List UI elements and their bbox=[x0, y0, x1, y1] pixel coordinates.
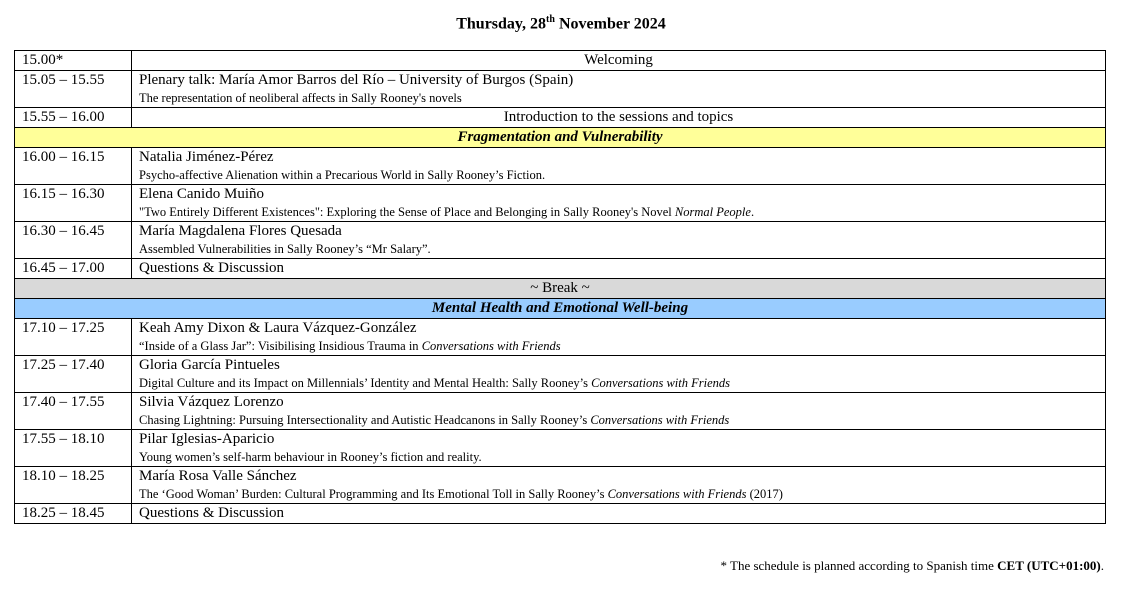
paper-title bbox=[139, 375, 1098, 392]
speaker-name: Silvia Vázquez Lorenzo bbox=[139, 394, 284, 410]
paper-title: Assembled Vulnerabilities in Sally Rooney’s “Mr Salary”. bbox=[139, 242, 431, 256]
table-row bbox=[15, 185, 1106, 222]
time-cell: 17.10 – 17.25 bbox=[15, 319, 132, 356]
paper-title bbox=[139, 486, 1098, 503]
time-cell: 17.25 – 17.40 bbox=[15, 356, 132, 393]
book-title: Conversations with Friends bbox=[591, 376, 731, 390]
event-cell: Questions & Discussion bbox=[132, 504, 1106, 524]
speaker-name: María Rosa Valle Sánchez bbox=[139, 468, 297, 484]
time-cell: 15.55 – 16.00 bbox=[15, 108, 132, 128]
table-row bbox=[15, 51, 1106, 71]
table-row bbox=[15, 71, 1106, 108]
paper-text: Chasing Lightning: Pursuing Intersectionality and Autistic Headcanons in Sally Rooney’s bbox=[139, 413, 591, 427]
schedule-table bbox=[14, 50, 1106, 524]
paper-title: Psycho-affective Alienation within a Precarious World in Sally Rooney’s Fiction. bbox=[139, 168, 546, 182]
break-row bbox=[15, 279, 1106, 299]
book-title: Normal People bbox=[674, 205, 751, 219]
event-cell bbox=[132, 356, 1106, 393]
time-cell: 18.25 – 18.45 bbox=[15, 504, 132, 524]
title-suffix: November 2024 bbox=[554, 15, 666, 33]
paper-tail: . bbox=[750, 205, 755, 219]
footnote-prefix: * The schedule is planned according to Spanish time bbox=[720, 558, 998, 573]
paper-title bbox=[139, 338, 1098, 355]
table-row bbox=[15, 356, 1106, 393]
paper-title bbox=[139, 412, 1098, 429]
book-title: Conversations with Friends bbox=[607, 487, 747, 501]
speaker-name: Plenary talk: María Amor Barros del Río – University of Burgos (Spain) bbox=[139, 72, 574, 88]
event-cell bbox=[132, 467, 1106, 504]
speaker-name: María Magdalena Flores Quesada bbox=[139, 223, 342, 239]
footnote-timezone: CET (UTC+01:00) bbox=[997, 558, 1101, 573]
session-header bbox=[15, 128, 1106, 148]
book-title: Conversations with Friends bbox=[590, 413, 730, 427]
speaker-name: Natalia Jiménez-Pérez bbox=[139, 149, 274, 165]
paper-text: Digital Culture and its Impact on Millennials’ Identity and Mental Health: Sally Rooney’s bbox=[139, 376, 592, 390]
time-cell: 16.45 – 17.00 bbox=[15, 259, 132, 279]
title-sup: th bbox=[546, 14, 555, 25]
table-row bbox=[15, 148, 1106, 185]
footnote bbox=[720, 558, 1104, 574]
time-cell: 17.55 – 18.10 bbox=[15, 430, 132, 467]
table-row bbox=[15, 467, 1106, 504]
paper-tail: (2017) bbox=[746, 487, 783, 501]
paper-title: Young women’s self-harm behaviour in Rooney’s fiction and reality. bbox=[139, 450, 482, 464]
event-cell bbox=[132, 185, 1106, 222]
event-cell: Welcoming bbox=[132, 51, 1106, 71]
paper-text: The ‘Good Woman’ Burden: Cultural Programming and Its Emotional Toll in Sally Rooney’s bbox=[139, 487, 608, 501]
time-cell: 17.40 – 17.55 bbox=[15, 393, 132, 430]
paper-title bbox=[139, 204, 1098, 221]
event-cell bbox=[132, 222, 1106, 259]
table-row bbox=[15, 222, 1106, 259]
event-cell: Questions & Discussion bbox=[132, 259, 1106, 279]
table-row bbox=[15, 393, 1106, 430]
event-cell bbox=[132, 430, 1106, 467]
event-cell bbox=[132, 71, 1106, 108]
title-prefix: Thursday, 28 bbox=[456, 15, 547, 33]
page-title bbox=[0, 14, 1122, 33]
session-header bbox=[15, 299, 1106, 319]
paper-text: “Inside of a Glass Jar”: Visibilising Insidious Trauma in bbox=[139, 339, 422, 353]
event-cell bbox=[132, 319, 1106, 356]
table-row bbox=[15, 504, 1106, 524]
event-cell bbox=[132, 148, 1106, 185]
table-row bbox=[15, 319, 1106, 356]
speaker-name: Keah Amy Dixon & Laura Vázquez-González bbox=[139, 320, 417, 336]
time-cell: 16.00 – 16.15 bbox=[15, 148, 132, 185]
event-cell: Introduction to the sessions and topics bbox=[132, 108, 1106, 128]
speaker-name: Gloria García Pintueles bbox=[139, 357, 280, 373]
table-row bbox=[15, 430, 1106, 467]
book-title: Conversations with Friends bbox=[421, 339, 561, 353]
time-cell: 16.30 – 16.45 bbox=[15, 222, 132, 259]
event-cell bbox=[132, 393, 1106, 430]
footnote-suffix: . bbox=[1100, 558, 1104, 573]
paper-text: "Two Entirely Different Existences": Exploring the Sense of Place and Belonging in Sally Rooney's Novel bbox=[139, 205, 675, 219]
table-row bbox=[15, 259, 1106, 279]
session-title: Fragmentation and Vulnerability bbox=[15, 128, 1106, 148]
speaker-name: Pilar Iglesias-Aparicio bbox=[139, 431, 275, 447]
time-cell: 18.10 – 18.25 bbox=[15, 467, 132, 504]
break-label: ~ Break ~ bbox=[15, 279, 1106, 299]
time-cell: 15.05 – 15.55 bbox=[15, 71, 132, 108]
time-cell: 15.00* bbox=[15, 51, 132, 71]
session-title: Mental Health and Emotional Well-being bbox=[15, 299, 1106, 319]
speaker-name: Elena Canido Muiño bbox=[139, 186, 264, 202]
time-cell: 16.15 – 16.30 bbox=[15, 185, 132, 222]
table-row bbox=[15, 108, 1106, 128]
paper-title: The representation of neoliberal affects in Sally Rooney's novels bbox=[139, 91, 462, 105]
